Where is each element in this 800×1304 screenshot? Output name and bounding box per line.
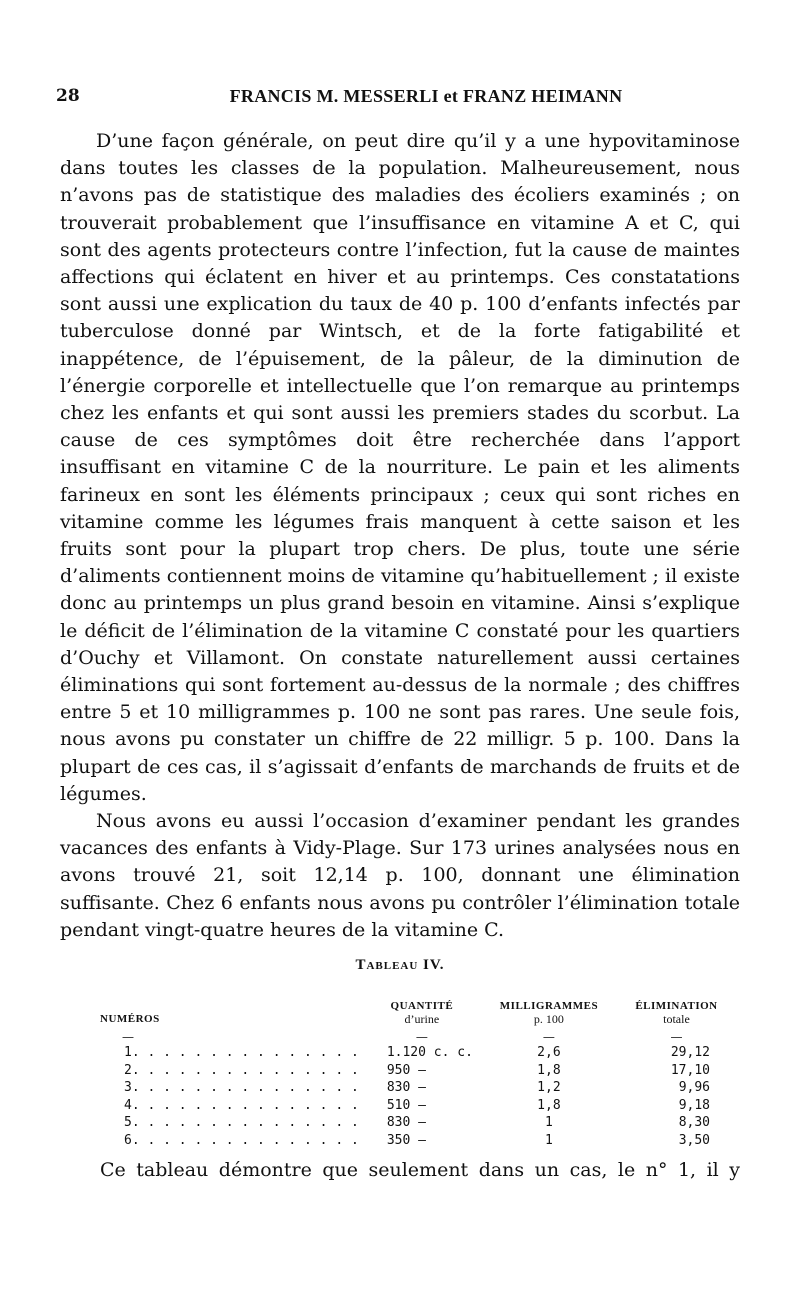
table-row [100, 1062, 740, 1080]
row-quantity: 830 — [386, 1080, 426, 1096]
row-total: 9,96 [678, 1080, 710, 1096]
row-milligrams: 1 [545, 1132, 553, 1148]
row-milligrams: 2,6 [537, 1045, 561, 1060]
row-milligrams: 1,2 [537, 1080, 561, 1096]
header-elimination-label: ÉLIMINATION [635, 1000, 718, 1012]
dash-mark: — [122, 1030, 134, 1044]
row-quantity: 510 — [386, 1097, 426, 1113]
paragraph: Nous avons eu aussi l’occasion d’examiner pendant les grandes vacances des enfants à Vidy-Plage. Sur 173 urines analysées nous en avons trouvé 21, soit 12,14 p. 100, donnant une élimination suffisante. Chez 6 enfants nous avons pu contrôler l’élimination totale pendant vingt-quatre heures de la vitamine C. [60, 810, 740, 941]
header-numeros-label: NUMÉROS [100, 1013, 160, 1025]
table-row [100, 1097, 740, 1115]
header-quantite-label: QUANTITÉ [390, 1000, 454, 1012]
header-milligrammes [485, 1000, 613, 1030]
header-elimination-sub: totale [663, 1012, 690, 1026]
body-text [60, 128, 740, 944]
header-quantite [359, 1000, 485, 1030]
row-number: 6. . . . . . . . . . . . . . . [124, 1132, 359, 1148]
table-row [100, 1114, 740, 1132]
header-quantite-sub: d’urine [404, 1012, 440, 1026]
table-row [100, 1079, 740, 1097]
row-milligrams: 1,8 [537, 1062, 561, 1078]
row-milligrams: 1,8 [537, 1097, 561, 1113]
row-total: 8,30 [678, 1115, 710, 1131]
dash-mark: — [670, 1030, 683, 1044]
page-number: 28 [56, 86, 80, 106]
header-numeros [100, 1000, 359, 1030]
table-title: Tableau IV. [355, 957, 445, 973]
header-dash-row [100, 1030, 740, 1044]
row-quantity: 950 — [386, 1062, 426, 1078]
running-head: FRANCIS M. MESSERLI et FRANZ HEIMANN [229, 86, 623, 106]
row-quantity: 350 — [386, 1132, 426, 1148]
row-quantity: 830 — [386, 1115, 426, 1131]
row-total: 3,50 [678, 1132, 710, 1148]
header-elimination [613, 1000, 740, 1030]
dash-mark: — [542, 1030, 555, 1044]
row-total: 9,18 [678, 1097, 710, 1113]
header-milligrammes-label: MILLIGRAMMES [499, 1000, 599, 1012]
row-number: 3. . . . . . . . . . . . . . . [124, 1080, 359, 1096]
paragraph: D’une façon générale, on peut dire qu’il y a une hypovitaminose dans toutes les classes de la population. Malheureusement, nous n’avons pas de statistique des maladies des écoliers examinés ; on trouverait probablement que l’insuffisance en vitamine A et C, qui sont des agents protecteurs contre l’infection, fut la cause de maintes affections qui éclatent en hiver et au printemps. Ces constatations sont aussi une explication du taux de 40 p. 100 d’enfants infectés par tuberculose donné par Wintsch, et de la forte fatigabilité et inappétence, de l’épuisement, de la pâleur, de la diminution de l’énergie corporelle et intellectuelle que l’on remarque au printemps chez les enfants et qui sont aussi les premiers stades du scorbut. La cause de ces symptômes doit être recherchée dans l’apport insuffisant en vitamine C de la nourriture. Le pain et les aliments farineux en sont les éléments principaux ; ceux qui sont riches en vitamine comme les légumes frais manquent à cette saison et les fruits sont pour la plupart trop chers. De plus, toute une série d’aliments contiennent moins de vitamine qu’habituellement ; il existe donc au printemps un plus grand besoin en vitamine. Ainsi s’explique le déficit de l’élimination de la vitamine C constaté pour les quartiers d’Ouchy et Villamont. On constate naturellement aussi certaines éliminations qui sont fortement au-dessus de la normale ; des chiffres entre 5 et 10 milligrammes p. 100 ne sont pas rares. Une seule fois, nous avons pu constater un chiffre de 22 milligr. 5 p. 100. Dans la plupart de ces cas, il s’agissait d’enfants de marchands de fruits et de légumes. [60, 130, 740, 805]
page-header [56, 86, 746, 110]
data-table [100, 1000, 740, 1150]
table-header-row [100, 1000, 740, 1030]
row-number: 1. . . . . . . . . . . . . . . [124, 1045, 359, 1060]
row-total: 17,10 [670, 1062, 710, 1078]
row-number: 2. . . . . . . . . . . . . . . [124, 1062, 359, 1078]
header-milligrammes-sub: p. 100 [533, 1012, 564, 1026]
row-milligrams: 1 [545, 1115, 553, 1131]
row-number: 4. . . . . . . . . . . . . . . [124, 1097, 359, 1113]
closing-line: Ce tableau démontre que seulement dans un cas, le n° 1, il y [100, 1159, 740, 1181]
table-row [100, 1044, 740, 1062]
row-number: 5. . . . . . . . . . . . . . . [124, 1115, 359, 1131]
table-row [100, 1132, 740, 1150]
row-total: 29,12 [670, 1045, 710, 1060]
dash-mark: — [415, 1030, 428, 1044]
row-quantity: 1.120 c. c. [386, 1045, 473, 1060]
